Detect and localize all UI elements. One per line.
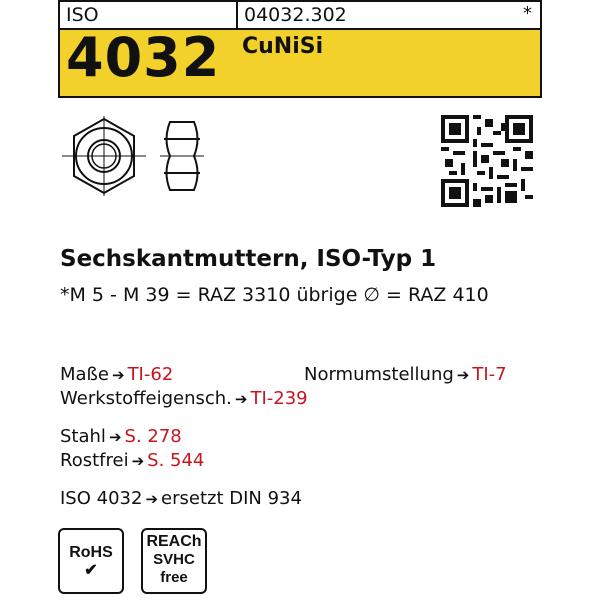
replacement-left: ISO 4032 (60, 488, 143, 509)
norm-number: 4032 (66, 26, 221, 89)
reach-badge (141, 528, 207, 594)
article-number-cell (236, 0, 542, 28)
hex-nut-front-view-icon (62, 116, 146, 196)
werkstoff-ref-link[interactable]: TI-239 (250, 388, 308, 409)
masse-line (60, 364, 173, 385)
replacement-right: ersetzt DIN 934 (161, 488, 302, 509)
rostfrei-label: Rostfrei (60, 450, 129, 471)
qr-code-icon (441, 115, 533, 207)
header-row (58, 0, 542, 28)
werkstoff-label: Werkstoffeigensch. (60, 388, 232, 409)
rohs-badge (58, 528, 124, 594)
rohs-text: RoHS (69, 544, 113, 561)
normumstellung-ref-link[interactable]: TI-7 (472, 364, 507, 385)
right-arrow-icon: ➔ (456, 366, 470, 384)
masse-ref-link[interactable]: TI-62 (127, 364, 174, 385)
normumstellung-line (304, 364, 507, 385)
article-number: 04032.302 (244, 4, 347, 26)
right-arrow-icon: ➔ (234, 390, 248, 408)
stahl-ref-link[interactable]: S. 278 (124, 426, 182, 447)
material-label: CuNiSi (242, 34, 324, 59)
rostfrei-line (60, 450, 204, 471)
star-marker: * (523, 3, 532, 24)
standard-label: ISO (58, 0, 238, 28)
reach-line-3: free (160, 569, 188, 586)
right-arrow-icon: ➔ (111, 366, 125, 384)
hex-nut-drawing (58, 116, 208, 206)
product-subtitle: *M 5 - M 39 = RAZ 3310 übrige ∅ = RAZ 410 (60, 284, 489, 306)
hex-nut-side-view-icon (160, 122, 204, 190)
masse-label: Maße (60, 364, 109, 385)
product-title: Sechskantmuttern, ISO-Typ 1 (60, 246, 437, 272)
right-arrow-icon: ➔ (145, 490, 159, 508)
reach-line-2: SVHC (153, 551, 195, 568)
stahl-label: Stahl (60, 426, 106, 447)
werkstoff-line (60, 388, 308, 409)
stahl-line (60, 426, 182, 447)
check-icon: ✔ (84, 562, 98, 579)
right-arrow-icon: ➔ (108, 428, 122, 446)
norm-band (58, 28, 542, 98)
right-arrow-icon: ➔ (131, 452, 145, 470)
normumstellung-label: Normumstellung (304, 364, 454, 385)
replacement-line (60, 488, 302, 509)
rostfrei-ref-link[interactable]: S. 544 (147, 450, 205, 471)
reach-line-1: REACh (146, 533, 202, 550)
